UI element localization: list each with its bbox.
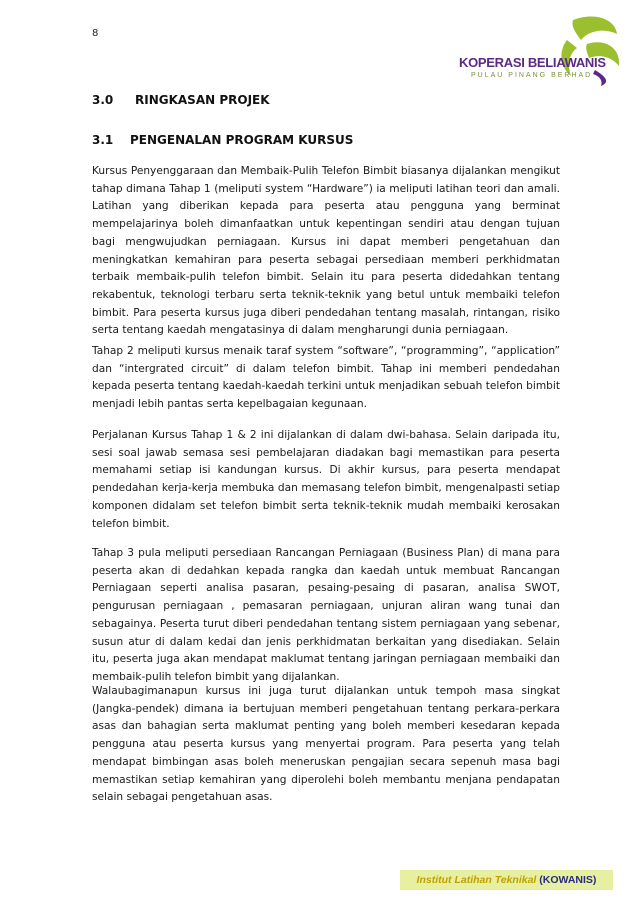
- paragraph-tahap-2: Tahap 2 meliputi kursus menaik taraf system “software”, “programming”, “application” dan “intergrated circuit” di dalam telefon bimbit. Tahap ini memberi pendedahan kepada peserta tentang kaedah-kaedah terkini untuk menjadikan sebuah telefon bimbit menjadi lebih pantas serta kepelbagaian kegunaan.: [92, 345, 560, 411]
- paragraph-tahap-3: Tahap 3 pula meliputi persediaan Rancangan Perniagaan (Business Plan) di mana para peserta akan di dedahkan kepada rangka dan kaedah untuk membuat Rancangan Perniagaan seperti analisa pasaran, pesaing-pesaing di pasaran, analisa SWOT, pengurusan perniagaan , pemasaran perniagaan, unjuran aliran wang tunai dan sebagainya. Peserta turut diberi pendedahan tentang sistem perniagaan yang sebenar, susun atur di dalam kedai dan jenis perkhidmatan berkaitan yang disediakan. Selain itu, peserta juga akan mendapat maklumat tentang jaringan perniagaan membaiki dan membaik-pulih telefon bimbit yang dijalankan.: [92, 547, 560, 683]
- section-heading: [92, 93, 270, 107]
- logo-title: KOPERASI BELIAWANIS: [459, 55, 606, 70]
- section-title: RINGKASAN PROJEK: [135, 93, 270, 107]
- footer-banner: [400, 870, 613, 890]
- subsection-title: PENGENALAN PROGRAM KURSUS: [130, 133, 354, 147]
- subsection-number: 3.1: [92, 133, 114, 147]
- subsection-heading: [92, 133, 353, 147]
- paragraph-perjalanan-kursus: Perjalanan Kursus Tahap 1 & 2 ini dijalankan di dalam dwi-bahasa. Selain daripada itu, sesi soal jawab semasa sesi pembelajaran diadakan bagi memastikan para peserta memahami setiap isi kandungan kursus. Di akhir kursus, para peserta mendapat pendedahan kerja-kerja membuka dan memasang telefon bimbit, mengenalpasti setiap komponen didalam set telefon bimbit serta teknik-teknik mudah membaiki kerosakan telefon bimbit.: [92, 429, 560, 530]
- company-logo: [455, 10, 625, 88]
- page-number: 8: [92, 28, 99, 39]
- footer-abbreviation: (KOWANIS): [539, 874, 597, 886]
- paragraph-jangka-pendek: Walaubagimanapun kursus ini juga turut dijalankan untuk tempoh masa singkat (Jangka-pendek) dimana ia bertujuan memberi pengetahuan tentang perkara-perkara asas dan bahagian serta maklumat penting yang boleh memberi kesedaran kepada pengguna atau peserta kursus yang menyertai program. Para peserta yang telah mendapat bimbingan asas boleh meneruskan pengajian secara sepenuh masa bagi memastikan setiap kemahiran yang diperolehi boleh membantu menjana pendapatan selain sebagai pengetahuan asas.: [92, 685, 560, 804]
- footer-institution: Institut Latihan Teknikal: [416, 874, 537, 886]
- section-number: 3.0: [92, 93, 114, 107]
- paragraph-tahap-1: Kursus Penyenggaraan dan Membaik-Pulih Telefon Bimbit biasanya dijalankan mengikut tahap dimana Tahap 1 (meliputi system “Hardware”) ia meliputi latihan teori dan amali. Latihan yang diberikan kepada para peserta atau pengguna yang berminat mempelajarinya boleh dimanfaatkan untuk kepentingan sendiri atau dengan tujuan bagi mengwujudkan perniagaan. Kursus ini dapat memberi pengetahuan dan meningkatkan kemahiran para peserta sebagai persediaan memberi perkhidmatan terbaik membaik-pulih telefon bimbit. Selain itu para peserta didedahkan tentang rekabentuk, teknologi terbaru serta teknik-teknik yang betul untuk membaiki telefon bimbit. Para peserta kursus juga diberi pendedahan tentang masalah, rintangan, risiko serta tentang kaedah mengatasinya di dalam mengharungi dunia perniagaan.: [92, 165, 560, 337]
- logo-subtitle: PULAU PINANG BERHAD: [471, 72, 593, 79]
